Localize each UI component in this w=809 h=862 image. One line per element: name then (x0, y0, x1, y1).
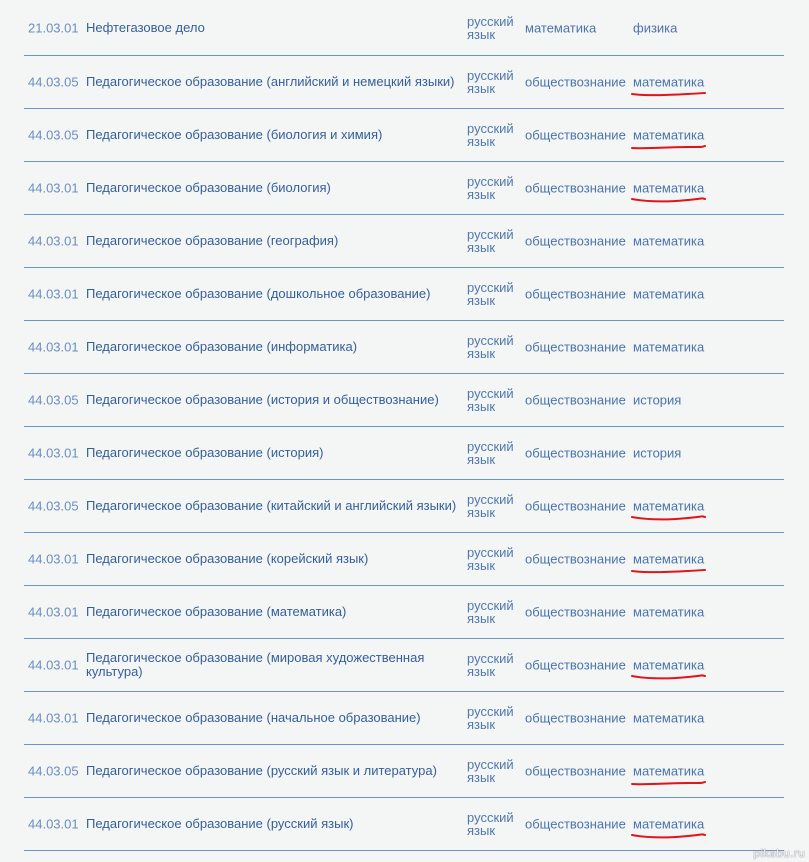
exam-subject-1: русский язык (467, 333, 514, 361)
exam-subject-3: математика (633, 286, 705, 302)
exam-subject-1: русский язык (467, 757, 514, 785)
exam-subject-3: математика (633, 498, 705, 514)
exam-subject-3: математика (633, 233, 705, 249)
exam-subject-2: математика (525, 20, 597, 35)
program-code: 44.03.01 (28, 180, 79, 196)
exam-subject-1: русский язык (467, 68, 514, 96)
table-row (24, 798, 784, 851)
exam-subject-1: русский язык (467, 704, 514, 732)
table-row (24, 0, 784, 56)
program-name: Педагогическое образование (китайский и английский языки) (86, 498, 457, 513)
exam-subject-3: математика (633, 339, 705, 355)
table-row (24, 692, 784, 745)
table-row (24, 533, 784, 586)
program-code: 44.03.05 (28, 127, 79, 143)
program-code: 44.03.01 (28, 445, 79, 461)
program-name: Педагогическое образование (английский и немецкий языки) (86, 74, 455, 89)
red-underline-mark (628, 672, 708, 682)
exam-subject-1: русский язык (467, 810, 514, 838)
program-name: Педагогическое образование (мировая художественная культура) (86, 650, 425, 679)
exam-subject-1: русский язык (467, 439, 514, 467)
table-row (24, 56, 784, 109)
red-underline-mark (628, 513, 708, 523)
program-code: 44.03.01 (28, 286, 79, 302)
watermark: pikabu.ru (753, 847, 805, 860)
exam-subject-2: обществознание (525, 339, 626, 355)
exam-subject-2: обществознание (525, 180, 626, 196)
table-row (24, 374, 784, 427)
exam-subject-3: история (633, 392, 682, 408)
exam-subject-2: обществознание (525, 816, 626, 832)
program-code: 44.03.01 (28, 604, 79, 620)
exam-subject-2: обществознание (525, 445, 626, 461)
table-row (24, 586, 784, 639)
exam-subject-2: обществознание (525, 127, 626, 143)
exam-subject-1: русский язык (467, 386, 514, 414)
table-row (24, 162, 784, 215)
exam-subject-2: обществознание (525, 392, 626, 408)
exam-subject-2: обществознание (525, 551, 626, 567)
table-row (24, 215, 784, 268)
table-row (24, 321, 784, 374)
red-underline-mark (628, 566, 708, 576)
program-code: 44.03.05 (28, 392, 79, 408)
program-code: 44.03.01 (28, 551, 79, 567)
program-code: 44.03.01 (28, 657, 79, 673)
table-row (24, 745, 784, 798)
exam-subject-2: обществознание (525, 74, 626, 90)
exam-subject-3: физика (633, 20, 678, 35)
exam-subject-1: русский язык (467, 598, 514, 626)
exam-subject-2: обществознание (525, 498, 626, 514)
program-name: Нефтегазовое дело (86, 19, 205, 35)
exam-subject-2: обществознание (525, 657, 626, 673)
exam-subject-2: обществознание (525, 233, 626, 249)
exam-subject-3: математика (633, 816, 705, 832)
exam-subject-2: обществознание (525, 710, 626, 726)
table-row (24, 109, 784, 162)
exam-subject-1: русский язык (467, 227, 514, 255)
exam-subject-2: обществознание (525, 286, 626, 302)
exam-subject-3: математика (633, 604, 705, 620)
red-underline-mark (628, 142, 708, 152)
program-name: Педагогическое образование (корейский язык) (86, 551, 369, 566)
exam-subject-3: математика (633, 763, 705, 779)
exam-subject-3: математика (633, 127, 705, 143)
exam-subject-1: русский язык (467, 651, 514, 679)
program-code: 44.03.01 (28, 233, 79, 249)
program-name: Педагогическое образование (география) (86, 233, 339, 248)
table-row (24, 639, 784, 692)
program-name: Педагогическое образование (информатика) (86, 339, 358, 354)
program-name: Педагогическое образование (русский язык) (86, 816, 354, 831)
program-code: 44.03.05 (28, 498, 79, 514)
program-code: 44.03.01 (28, 816, 79, 832)
exam-subject-1: русский язык (467, 492, 514, 520)
red-underline-mark (628, 831, 708, 841)
exam-subject-3: математика (633, 74, 705, 90)
table-row (24, 268, 784, 321)
program-name: Педагогическое образование (математика) (86, 604, 347, 619)
red-underline-mark (628, 195, 708, 205)
red-underline-mark (628, 89, 708, 99)
red-underline-mark (628, 778, 708, 788)
program-name: Педагогическое образование (русский язык и литература) (86, 763, 437, 778)
program-code: 44.03.05 (28, 763, 79, 779)
program-code: 21.03.01 (28, 20, 79, 35)
table-row (24, 480, 784, 533)
exam-subject-3: история (633, 445, 682, 461)
exam-subject-2: обществознание (525, 763, 626, 779)
program-code: 44.03.01 (28, 339, 79, 355)
exam-subject-3: математика (633, 710, 705, 726)
program-code: 44.03.01 (28, 710, 79, 726)
program-name: Педагогическое образование (история и обществознание) (86, 392, 439, 407)
exam-subject-1: русский язык (467, 280, 514, 308)
program-name: Педагогическое образование (биология) (86, 180, 331, 195)
program-code: 44.03.05 (28, 74, 79, 90)
programs-table (24, 0, 784, 851)
program-name: Педагогическое образование (дошкольное образование) (86, 286, 431, 301)
program-name: Педагогическое образование (история) (86, 445, 324, 460)
table-row (24, 427, 784, 480)
program-name: Педагогическое образование (биология и химия) (86, 127, 383, 142)
exam-subject-3: математика (633, 551, 705, 567)
exam-subject-2: обществознание (525, 604, 626, 620)
exam-subject-3: математика (633, 657, 705, 673)
exam-subject-3: математика (633, 180, 705, 196)
exam-subject-1: русский язык (467, 13, 514, 42)
exam-subject-1: русский язык (467, 121, 514, 149)
exam-subject-1: русский язык (467, 545, 514, 573)
programs-table-body (24, 0, 784, 851)
exam-subject-1: русский язык (467, 174, 514, 202)
program-name: Педагогическое образование (начальное образование) (86, 710, 421, 725)
